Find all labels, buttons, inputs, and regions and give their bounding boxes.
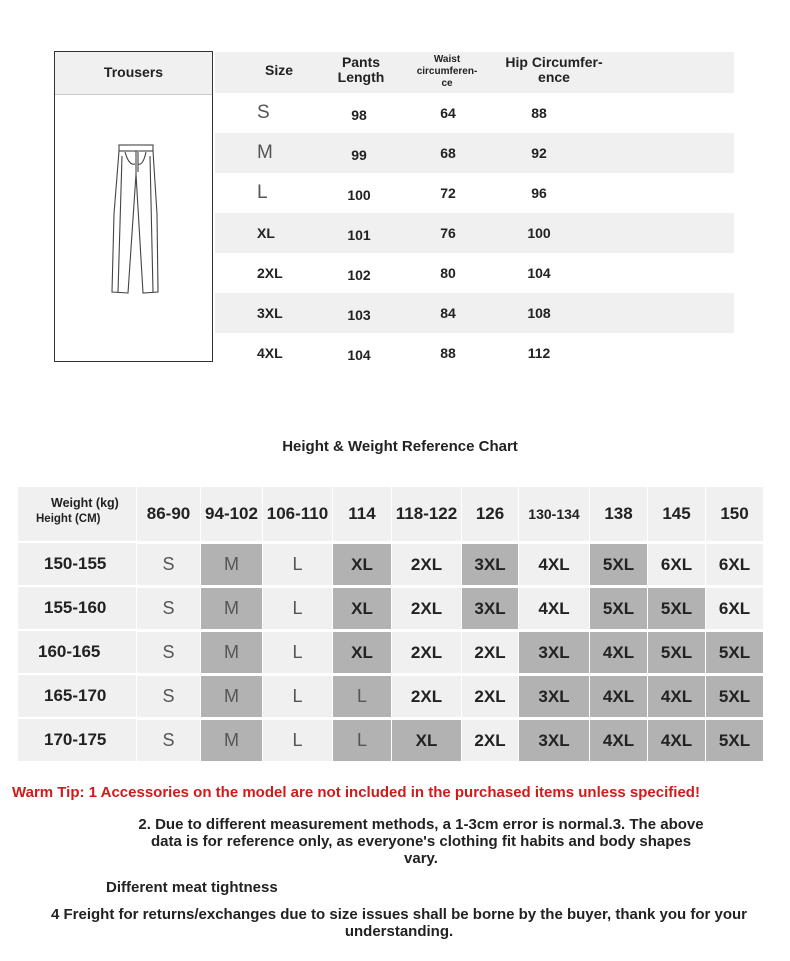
size-cell: 2XL (461, 631, 518, 673)
size-cell: 5XL (705, 719, 763, 761)
size-cell: 4XL (589, 719, 647, 761)
size-value: L (257, 182, 268, 203)
warm-tip: Warm Tip: 1 Accessories on the model are not included in the purchased items unless specified! (12, 784, 700, 801)
corner-cell (18, 487, 136, 541)
waist-value: 72 (440, 185, 456, 201)
weight-header-cell: 86-90 (136, 487, 200, 541)
weight-header-cell: 145 (647, 487, 705, 541)
size-cell: 5XL (589, 543, 647, 585)
size-cell: 5XL (647, 631, 705, 673)
weight-header-cell: 106-110 (262, 487, 332, 541)
size-cell: 2XL (461, 719, 518, 761)
hip-value: 112 (527, 345, 551, 361)
size-cell: XL (332, 587, 391, 629)
pants-length-header: Pants Length (337, 54, 385, 85)
waist-value: 80 (440, 265, 456, 281)
weight-header-cell: 94-102 (200, 487, 262, 541)
length-value: 98 (351, 107, 367, 123)
length-value: 103 (347, 307, 371, 323)
length-value: 104 (347, 347, 371, 363)
size-cell: L (262, 675, 332, 717)
trousers-header (55, 52, 212, 95)
size-header: Size (264, 62, 293, 78)
size-cell: S (136, 719, 200, 761)
height-label: Height (CM) (36, 513, 101, 525)
size-cell: 5XL (589, 587, 647, 629)
size-cell: XL (332, 631, 391, 673)
size-cell: 4XL (647, 719, 705, 761)
size-cell: 5XL (705, 631, 763, 673)
height-label-cell: 160-165 (18, 631, 136, 673)
size-cell: 2XL (461, 675, 518, 717)
note-measurement: 2. Due to different measurement methods, a 1-3cm error is normal.3. The above data is for reference only, as everyone's clothing fit habits and body shapes vary. (138, 816, 704, 867)
reference-chart-grid (18, 487, 763, 762)
hip-value: 100 (527, 225, 551, 241)
size-cell: 3XL (461, 587, 518, 629)
weight-header-cell: 126 (461, 487, 518, 541)
size-value: XL (257, 225, 275, 241)
size-cell: 4XL (518, 587, 589, 629)
size-cell: XL (391, 719, 461, 761)
size-value: 4XL (257, 345, 283, 361)
weight-header-cell: 118-122 (391, 487, 461, 541)
size-cell: M (200, 587, 262, 629)
size-cell: 4XL (647, 675, 705, 717)
height-label-cell: 150-155 (18, 543, 136, 585)
size-cell: M (200, 719, 262, 761)
hip-value: 104 (527, 265, 551, 281)
hip-value: 96 (531, 185, 547, 201)
size-cell: S (136, 543, 200, 585)
length-value: 102 (347, 267, 371, 283)
size-cell: 5XL (647, 587, 705, 629)
weight-label: Weight (kg) (51, 496, 119, 510)
size-cell: L (262, 719, 332, 761)
size-cell: 6XL (705, 543, 763, 585)
size-cell: S (136, 587, 200, 629)
hip-value: 88 (531, 105, 547, 121)
hip-value: 92 (531, 145, 547, 161)
size-cell: 3XL (518, 719, 589, 761)
waist-value: 76 (440, 225, 456, 241)
trousers-title: Trousers (103, 64, 164, 80)
size-cell: 3XL (461, 543, 518, 585)
size-value: M (257, 142, 273, 163)
length-value: 101 (347, 227, 371, 243)
size-cell: L (262, 587, 332, 629)
size-cell: L (332, 675, 391, 717)
size-cell: M (200, 543, 262, 585)
size-cell: 4XL (518, 543, 589, 585)
weight-header-cell: 114 (332, 487, 391, 541)
size-cell: M (200, 675, 262, 717)
note-freight: 4 Freight for returns/exchanges due to size issues shall be borne by the buyer, thank you for your understanding. (51, 906, 747, 940)
trousers-diagram-box (54, 51, 213, 362)
size-cell: 6XL (705, 587, 763, 629)
weight-header-cell: 138 (589, 487, 647, 541)
waist-value: 88 (440, 345, 456, 361)
size-cell: 2XL (391, 587, 461, 629)
hip-value: 108 (527, 305, 551, 321)
trousers-icon (105, 144, 167, 294)
size-cell: M (200, 631, 262, 673)
size-cell: 2XL (391, 675, 461, 717)
weight-header-cell: 150 (705, 487, 763, 541)
height-label-cell: 155-160 (18, 587, 136, 629)
hip-header: Hip Circumfer- ence (505, 54, 603, 85)
waist-value: 64 (440, 105, 456, 121)
size-value: 2XL (257, 265, 283, 281)
size-cell: 2XL (391, 543, 461, 585)
size-cell: 3XL (518, 631, 589, 673)
waist-value: 68 (440, 145, 456, 161)
note-tightness: Different meat tightness (106, 879, 278, 896)
length-value: 99 (351, 147, 367, 163)
waist-header: Waist circumferen- ce (416, 54, 478, 89)
size-cell: 5XL (705, 675, 763, 717)
size-cell: L (262, 543, 332, 585)
size-value: S (257, 102, 270, 123)
height-label-cell: 170-175 (18, 719, 136, 761)
height-label-cell: 165-170 (18, 675, 136, 717)
size-cell: 3XL (518, 675, 589, 717)
size-cell: 4XL (589, 675, 647, 717)
size-cell: L (262, 631, 332, 673)
size-cell: S (136, 675, 200, 717)
size-cell: XL (332, 543, 391, 585)
waist-value: 84 (440, 305, 456, 321)
weight-header-cell: 130-134 (518, 487, 589, 541)
size-cell: 4XL (589, 631, 647, 673)
size-cell: L (332, 719, 391, 761)
size-cell: 6XL (647, 543, 705, 585)
length-value: 100 (347, 187, 371, 203)
size-value: 3XL (257, 305, 283, 321)
size-cell: 2XL (391, 631, 461, 673)
size-cell: S (136, 631, 200, 673)
reference-chart-title: Height & Weight Reference Chart (282, 438, 518, 455)
